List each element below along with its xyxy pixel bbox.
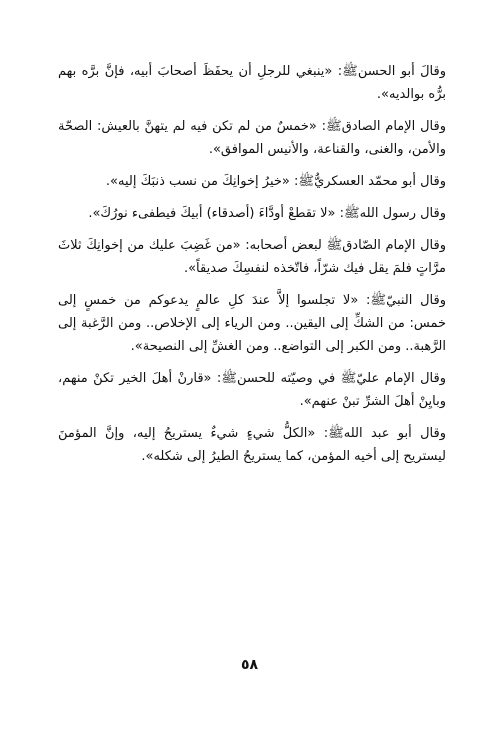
hadith-paragraph: وقال الإمام الصادقﷺ: «خمسٌ من لم تكن فيه لم يتهنَّ بالعيش: الصحّة والأمن، والغنى، والقناعة، والأنيس الموافق». — [58, 119, 446, 157]
hadith-paragraph: وقال الإمام الصّادقﷺ لبعض أصحابه: «من غَضِبَ عليك من إخوانِكَ ثلاثَ مرَّاتٍ فلمَ يقل فيك شرّاً، فاتّخذه لنفسِكَ صديقاً». — [58, 238, 446, 276]
hadith-paragraph: وقال أبو محمّد العسكريُّﷺ: «خيرُ إخوانِكَ من نسب ذنبَكَ إليه». — [105, 174, 446, 189]
hadith-paragraph: وقال النبيّﷺ: «لا تجلسوا إلاَّ عندَ كلِ عالمٍ يدعوكم من خمسٍ إلى خمس: من الشكِّ إلى اليقين.. ومن الرياء إلى الإخلاص.. ومن الرَّغبة إلى الرَّهبة.. ومن الكبر إلى التواضع.. ومن الغشِّ إلى النصيحة». — [58, 293, 446, 354]
hadith-paragraph: وقال أبو عبد اللهﷺ: «الكلُّ شيءٍ شيءٌ يستريحُ إليه، وإنَّ المؤمنَ ليستريح إلى أخيه المؤمن، كما يستريحُ الطيرُ إلى شكله». — [58, 426, 446, 464]
hadith-paragraph: وقال الإمام عليّﷺ في وصيّته للحسنﷺ: «قارنْ أهلَ الخير تكنْ منهم، وبايِنْ أهلَ الشرِّ تبنْ عنهم». — [58, 371, 446, 409]
hadith-paragraph: وقال رسول اللهﷺ: «لا تقطعْ أودَّاءَ (أصدقاء) أبيكَ فيطفىء نورُكَ». — [88, 206, 446, 221]
hadith-paragraph: وقالَ أبو الحسنﷺ: «ينبغي للرجلِ أن يحفَظَ أصحابَ أبيه، فإنَّ برَّه بهم برُّه بوالديه». — [58, 64, 446, 102]
page-number: ٥٨ — [240, 657, 259, 673]
main-text-block — [58, 60, 446, 477]
